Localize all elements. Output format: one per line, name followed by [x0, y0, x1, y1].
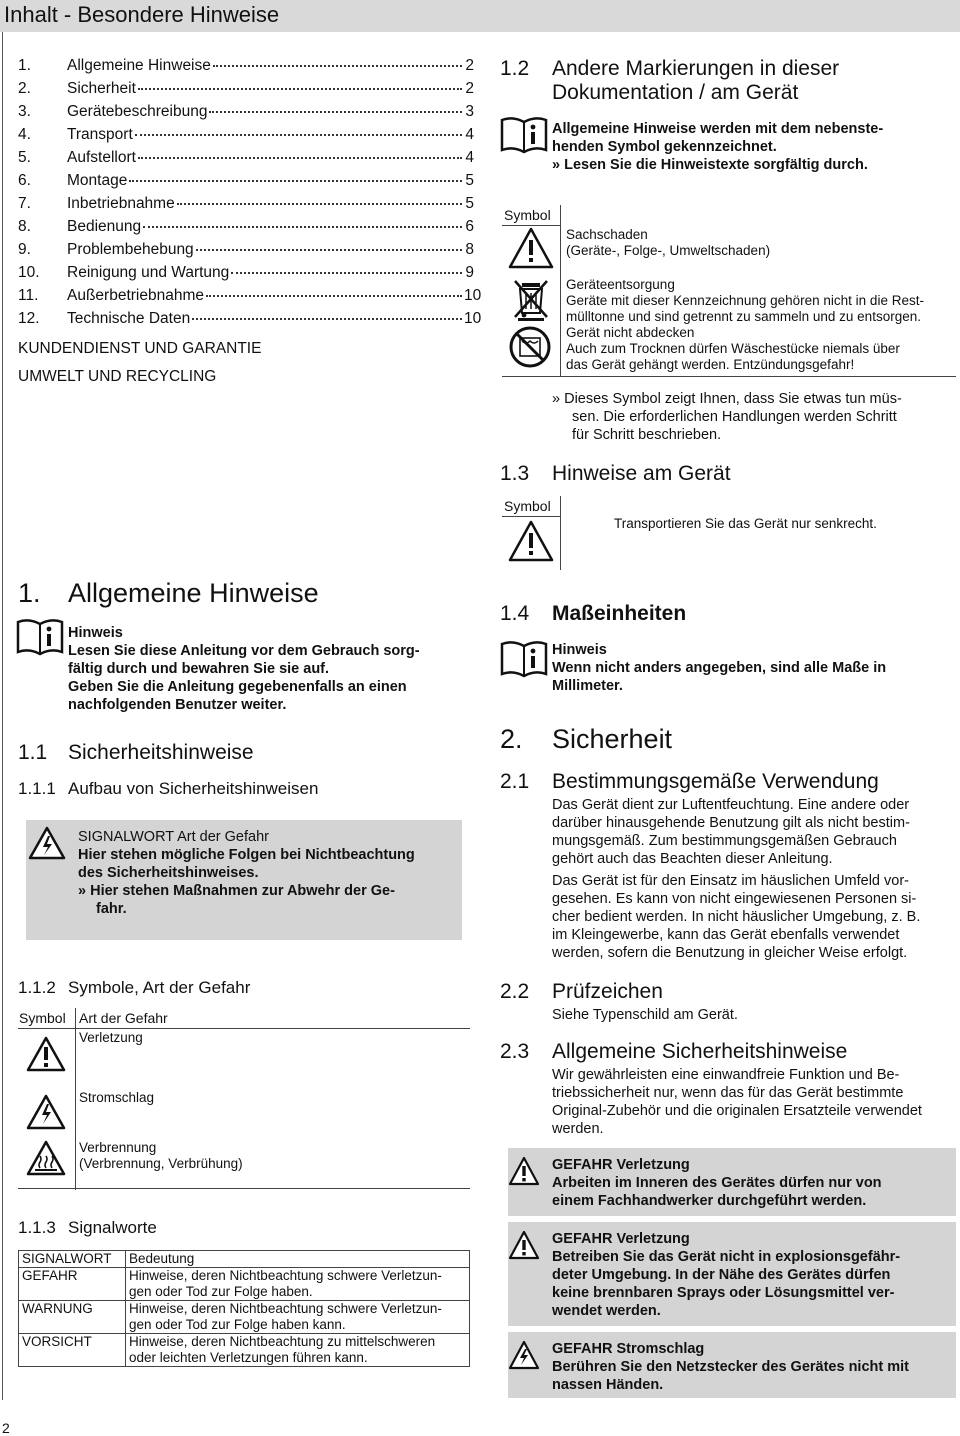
hazard-label: Stromschlag [79, 1090, 155, 1105]
marking-damage-text [566, 227, 770, 259]
note-units [552, 641, 956, 695]
section-1-2-heading [500, 57, 839, 105]
toc-leader [177, 203, 462, 205]
note-line: » Lesen Sie die Hinweistexte sorgfältig durch. [552, 157, 868, 173]
toc-num: 8. [18, 218, 31, 235]
toc-item[interactable] [18, 126, 474, 149]
toc-label: Technische Daten [67, 310, 191, 327]
hot-surface-icon [26, 1140, 66, 1176]
toc-item[interactable] [18, 310, 482, 333]
section-number: 2.2 [500, 980, 530, 1003]
toc-extra-recycling[interactable]: UMWELT UND RECYCLING [18, 368, 217, 385]
toc-page: 3 [465, 103, 474, 120]
warning-exclamation-icon [508, 1230, 540, 1260]
toc-label: Montage [67, 172, 128, 189]
toc-label: Bedienung [67, 218, 142, 235]
toc-label: Sicherheit [67, 80, 136, 97]
note-line: henden Symbol gekennzeichnet. [552, 139, 777, 155]
toc-page: 2 [465, 80, 474, 97]
note-title: Hinweis [68, 625, 123, 641]
section-title: Symbole, Art der Gefahr [68, 978, 251, 997]
toc-leader [135, 134, 462, 136]
danger-text-1 [552, 1156, 956, 1210]
section-1-3-heading [500, 462, 731, 486]
toc-num: 6. [18, 172, 31, 189]
text-line: Betreiben Sie das Gerät nicht in explosionsgefähr- [552, 1249, 901, 1265]
text-line: keine brennbaren Sprays oder Lösungsmittel ver- [552, 1285, 895, 1301]
usage-paragraph-2 [552, 872, 956, 962]
text-line: triebssicherheit nur, wenn das für das Gerät bestimmte [552, 1085, 904, 1101]
meaning-line: oder leichten Verletzungen führen kann. [129, 1350, 368, 1365]
text-line: gehört auch das Beachten dieser Anleitung. [552, 851, 833, 867]
text-line: im Kleingewerbe, kann das Gerät ebenfalls verwendet [552, 927, 900, 943]
general-safety-paragraph [552, 1066, 956, 1138]
info-book-icon [16, 618, 64, 656]
meaning-cell [126, 1268, 470, 1301]
text-line: » Dieses Symbol zeigt Ihnen, dass Sie etwas tun müs- [552, 391, 902, 407]
toc-extra-service[interactable]: KUNDENDIENST UND GARANTIE [18, 340, 262, 357]
hazard-symbol-table [18, 1008, 470, 1190]
section-number: 2.1 [500, 770, 530, 793]
toc-item[interactable] [18, 57, 474, 80]
hazard-label: Verletzung [79, 1030, 143, 1045]
meaning-line: Hinweise, deren Nichtbeachtung zu mittelschweren [129, 1334, 436, 1349]
marking-line: Sachschaden [566, 227, 648, 242]
usage-paragraph-1 [552, 796, 956, 868]
toc-leader [231, 272, 462, 274]
signalword-example-text [78, 828, 458, 918]
marking-cover-text [566, 325, 900, 373]
table-row [19, 1334, 470, 1367]
danger-title: GEFAHR Verletzung [552, 1157, 690, 1173]
section-number: 1.4 [500, 602, 530, 625]
table-row [19, 1268, 470, 1301]
toc-page: 5 [465, 172, 474, 189]
section-title: Prüfzeichen [552, 980, 663, 1003]
approval-mark-text: Siehe Typenschild am Gerät. [552, 1007, 738, 1023]
toc-item[interactable] [18, 264, 474, 287]
toc-label: Inbetriebnahme [67, 195, 175, 212]
meaning-line: Hinweise, deren Nichtbeachtung schwere Verletzun- [129, 1301, 442, 1316]
danger-text-2 [552, 1230, 956, 1320]
table-rule [75, 1008, 76, 1190]
text-line: cher bedient werden. In nicht häuslicher Umgebung, z. B. [552, 909, 921, 925]
toc-item[interactable] [18, 287, 482, 310]
device-note-text: Transportieren Sie das Gerät nur senkrecht. [614, 516, 877, 531]
toc-item[interactable] [18, 149, 474, 172]
toc-page: 6 [465, 218, 474, 235]
text-line: für Schritt beschrieben. [572, 427, 722, 443]
waste-bin-icon [512, 277, 550, 321]
text-line: sen. Die erforderlichen Handlungen werden Schritt [572, 409, 897, 425]
section-1-1-1-heading [18, 779, 318, 799]
note-line: Millimeter. [552, 678, 623, 694]
section-2-heading [500, 724, 672, 755]
marking-line: Geräte mit dieser Kennzeichnung gehören nicht in die Rest- [566, 293, 924, 308]
danger-text-3 [552, 1340, 956, 1394]
table-rule [18, 1028, 470, 1029]
warning-exclamation-icon [508, 520, 554, 562]
text-line: werden, sofern die Benutzung in gleicher Weise erfolgt. [552, 945, 908, 961]
margin-line [2, 32, 3, 1400]
do-not-cover-icon [508, 325, 552, 369]
table-header-row [19, 1251, 470, 1268]
section-2-3-heading [500, 1040, 847, 1064]
device-note-table [502, 496, 956, 570]
section-title: Aufbau von Sicherheitshinweisen [68, 779, 319, 798]
note-line: Wenn nicht anders angegeben, sind alle Maße in [552, 660, 887, 676]
section-number: 1.3 [500, 462, 530, 485]
property-damage-icon [508, 227, 554, 269]
toc-page: 4 [465, 149, 474, 166]
box-line: fahr. [96, 901, 127, 917]
toc-page: 10 [464, 287, 482, 304]
toc-page: 9 [465, 264, 474, 281]
box-line: des Sicherheitshinweises. [78, 865, 259, 881]
meaning-line: gen oder Tod zur Folge haben. [129, 1284, 313, 1299]
toc-page: 8 [465, 241, 474, 258]
hazard-label-line: (Verbrennung, Verbrühung) [79, 1156, 243, 1171]
section-1-1-heading [18, 741, 254, 765]
toc-label: Reinigung und Wartung [67, 264, 230, 281]
section-title: Sicherheit [552, 724, 673, 754]
text-line: Arbeiten im Inneren des Gerätes dürfen nur von [552, 1175, 882, 1191]
table-row [19, 1301, 470, 1334]
box-line: Hier stehen mögliche Folgen bei Nichtbeachtung [78, 847, 415, 863]
toc-num: 1. [18, 57, 31, 74]
toc-item[interactable] [18, 218, 474, 241]
box-line: » Hier stehen Maßnahmen zur Abwehr der Ge- [78, 883, 395, 899]
section-1-heading [18, 578, 319, 609]
toc-item[interactable] [18, 195, 474, 218]
section-title: Dokumentation / am Gerät [552, 81, 799, 104]
page-number: 2 [2, 1420, 10, 1436]
toc-leader [206, 295, 462, 297]
warning-lightning-icon [26, 1094, 66, 1130]
toc-leader [192, 318, 462, 320]
text-line: Original-Zubehör und die originalen Ersatzteile verwendet [552, 1103, 922, 1119]
toc-leader [213, 65, 462, 67]
action-instruction-text [552, 390, 956, 444]
table-header-symbol: Symbol [504, 498, 551, 514]
hazard-label-line: Verbrennung [79, 1140, 157, 1155]
section-number: 1.1 [18, 741, 48, 764]
toc-leader [143, 226, 462, 228]
section-number: 2.3 [500, 1040, 530, 1063]
section-title: Allgemeine Hinweise [68, 578, 319, 608]
toc-num: 9. [18, 241, 31, 258]
table-rule [502, 516, 560, 517]
toc-num: 7. [18, 195, 31, 212]
table-rule [560, 205, 561, 377]
text-line: einem Fachhandwerker durchgeführt werden. [552, 1193, 867, 1209]
section-1-4-heading [500, 602, 686, 626]
note-markings [552, 120, 952, 174]
toc-num: 2. [18, 80, 31, 97]
toc-num: 3. [18, 103, 31, 120]
section-number: 1.2 [500, 57, 530, 80]
table-header-symbol: Symbol [504, 207, 551, 223]
section-number: 1. [18, 578, 41, 608]
toc-item[interactable] [18, 172, 474, 195]
toc-item[interactable] [18, 241, 474, 264]
section-title: Andere Markierungen in dieser [552, 57, 840, 80]
section-title: Maßeinheiten [552, 602, 687, 625]
danger-title: GEFAHR Stromschlag [552, 1341, 705, 1357]
marking-symbol-table [502, 205, 956, 377]
section-1-1-2-heading [18, 978, 250, 998]
table-rule [502, 376, 956, 377]
toc-page: 10 [464, 310, 482, 327]
toc-label: Außerbetriebnahme [67, 287, 204, 304]
text-line: Wir gewährleisten eine einwandfreie Funktion und Be- [552, 1067, 900, 1083]
toc-leader [196, 249, 462, 251]
toc-leader [138, 157, 462, 159]
section-number: 2. [500, 724, 523, 754]
signalword-table [18, 1250, 470, 1367]
toc-leader [209, 111, 462, 113]
marking-line: Gerät nicht abdecken [566, 325, 695, 340]
note-general [68, 624, 468, 714]
info-book-icon [500, 116, 548, 154]
section-title: Bestimmungsgemäße Verwendung [552, 770, 879, 793]
toc-num: 4. [18, 126, 31, 143]
marking-line: das Gerät gehängt werden. Entzündungsgefahr! [566, 357, 855, 372]
table-rule [560, 496, 561, 570]
table-header-cell: Bedeutung [126, 1251, 470, 1268]
table-header-symbol: Symbol [19, 1010, 66, 1026]
text-line: mungsgemäß. Zum bestimmungsgemäßen Gebrauch [552, 833, 897, 849]
text-line: Das Gerät dient zur Luftentfeuchtung. Eine andere oder [552, 797, 910, 813]
toc-page: 2 [465, 57, 474, 74]
note-line: fältig durch und bewahren Sie sie auf. [68, 661, 330, 677]
toc-page: 4 [465, 126, 474, 143]
table-rule [502, 225, 560, 226]
text-line: werden. [552, 1121, 604, 1137]
toc-leader [129, 180, 462, 182]
warning-exclamation-icon [26, 1036, 66, 1072]
toc-label: Aufstellort [67, 149, 136, 166]
toc-num: 12. [18, 310, 40, 327]
toc-num: 10. [18, 264, 40, 281]
toc-label: Transport [67, 126, 133, 143]
toc-label: Gerätebeschreibung [67, 103, 208, 120]
table-of-contents [18, 57, 482, 391]
text-line: darüber hinausgehende Benutzung gilt als nicht bestim- [552, 815, 910, 831]
section-title: Sicherheitshinweise [68, 741, 254, 764]
toc-label: Allgemeine Hinweise [67, 57, 211, 74]
page-title: Inhalt - Besondere Hinweise [4, 2, 280, 27]
section-1-1-3-heading [18, 1218, 157, 1238]
danger-title: GEFAHR Verletzung [552, 1231, 690, 1247]
table-rule [560, 496, 956, 497]
section-2-2-heading [500, 980, 663, 1004]
info-book-icon [500, 640, 548, 678]
section-title: Signalworte [68, 1218, 157, 1237]
warning-lightning-icon [28, 826, 66, 860]
note-line: Allgemeine Hinweise werden mit dem nebenste- [552, 121, 884, 137]
signalword-cell: VORSICHT [19, 1334, 126, 1367]
toc-leader [138, 88, 462, 90]
text-line: nassen Händen. [552, 1377, 664, 1393]
meaning-line: Hinweise, deren Nichtbeachtung schwere Verletzun- [129, 1268, 442, 1283]
toc-item[interactable] [18, 80, 474, 103]
note-line: nachfolgenden Benutzer weiter. [68, 697, 287, 713]
meaning-cell [126, 1301, 470, 1334]
text-line: Das Gerät ist für den Einsatz im häuslichen Umfeld vor- [552, 873, 909, 889]
toc-label: Problembehebung [67, 241, 194, 258]
section-title: Allgemeine Sicherheitshinweise [552, 1040, 848, 1063]
table-header-cell: SIGNALWORT [19, 1251, 126, 1268]
note-line: Geben Sie die Anleitung gegebenenfalls an einen [68, 679, 407, 695]
table-rule [18, 1188, 470, 1189]
section-2-1-heading [500, 770, 879, 794]
toc-num: 11. [18, 287, 39, 304]
meaning-cell [126, 1334, 470, 1367]
section-number: 1.1.1 [18, 779, 56, 798]
box-line: SIGNALWORT Art der Gefahr [78, 829, 269, 845]
section-number: 1.1.2 [18, 978, 56, 997]
text-line: gesehen. Es kann von nicht eingewiesenen Personen si- [552, 891, 917, 907]
toc-num: 5. [18, 149, 31, 166]
text-line: deter Umgebung. In der Nähe des Gerätes dürfen [552, 1267, 891, 1283]
marking-line: mülltonne und sind getrennt zu sammeln und zu entsorgen. [566, 309, 921, 324]
toc-item[interactable] [18, 103, 474, 126]
signalword-cell: WARNUNG [19, 1301, 126, 1334]
warning-lightning-icon [508, 1340, 540, 1370]
marking-disposal-text [566, 277, 924, 325]
toc-page: 5 [465, 195, 474, 212]
marking-line: (Geräte-, Folge-, Umweltschaden) [566, 243, 771, 258]
note-title: Hinweis [552, 642, 607, 658]
note-line: Lesen Sie diese Anleitung vor dem Gebrauch sorg- [68, 643, 420, 659]
warning-exclamation-icon [508, 1156, 540, 1186]
text-line: Berühren Sie den Netzstecker des Gerätes nicht mit [552, 1359, 909, 1375]
hazard-label [79, 1140, 243, 1172]
meaning-line: gen oder Tod zur Folge haben kann. [129, 1317, 346, 1332]
section-number: 1.1.3 [18, 1218, 56, 1237]
marking-line: Auch zum Trocknen dürfen Wäschestücke niemals über [566, 341, 900, 356]
signalword-cell: GEFAHR [19, 1268, 126, 1301]
text-line: wendet werden. [552, 1303, 661, 1319]
table-header-hazard: Art der Gefahr [79, 1010, 168, 1026]
section-title: Hinweise am Gerät [552, 462, 731, 485]
marking-line: Geräteentsorgung [566, 277, 675, 292]
